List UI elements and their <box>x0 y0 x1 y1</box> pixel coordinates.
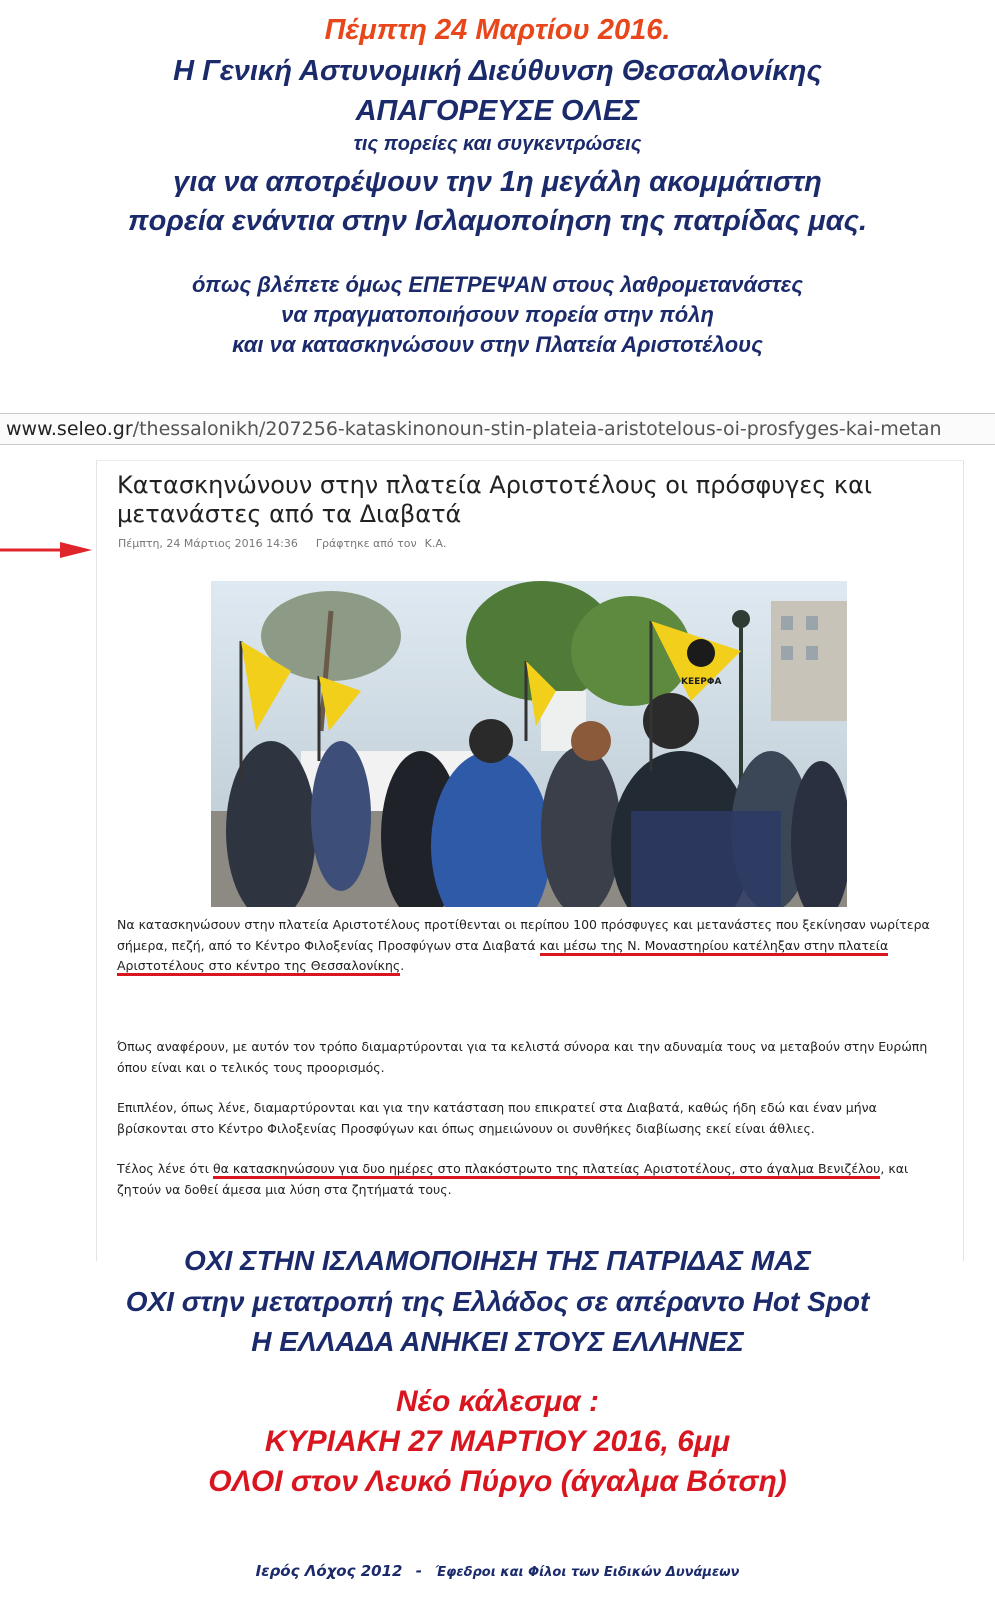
p1-underlined: και μέσω της Ν. Μοναστηρίου κατέληξαν στην πλατεία Αριστοτέλους στο κέντρο της Θεσσαλονίκης <box>117 938 888 977</box>
article-author-label: Γράφτηκε από τον <box>315 537 417 550</box>
browser-url-bar[interactable] <box>0 413 995 445</box>
article-paragraph-2: Όπως αναφέρουν, με αυτόν τον τρόπο διαμαρτύρονται για τα κελιστά σύνορα και την αδυναμία τους να μεταβούν στην Ευρώπη όπου είναι και ο τελικός τους προορισμός. <box>117 1039 928 1075</box>
slogan-3: Η ΕΛΛΑΔΑ ΑΝΗΚΕΙ ΣΤΟΥΣ ΕΛΛΗΝΕΣ <box>251 1326 744 1357</box>
call-heading: Νέο κάλεσμα : <box>395 1385 600 1418</box>
url-path: /thessalonikh/207256-kataskinonoun-stin-plateia-aristotelous-oi-prosfyges-kai-metan <box>132 418 942 440</box>
header-line-3: τις πορείες και συγκεντρώσεις <box>353 133 642 155</box>
call-location: ΟΛΟΙ στον Λευκό Πύργο (άγαλμα Βότση) <box>208 1465 787 1498</box>
flag-label: ΚΕΕΡΦΑ <box>681 677 722 687</box>
footer-separator: - <box>415 1562 422 1580</box>
p1-text-c: . <box>400 958 405 973</box>
article-paragraph-1 <box>117 915 937 977</box>
slogan-1: ΟΧΙ ΣΤΗΝ ΙΣΛΑΜΟΠΟΙΗΣΗ ΤΗΣ ΠΑΤΡΙΔΑΣ ΜΑΣ <box>184 1245 811 1276</box>
slogan-2: ΟΧΙ στην μετατροπή της Ελλάδος σε απέραντο Hot Spot <box>125 1286 870 1317</box>
p4-text-a: Τέλος λένε ότι <box>117 1161 213 1176</box>
article-card <box>96 460 964 1261</box>
article-title[interactable]: Κατασκηνώνουν στην πλατεία Αριστοτέλους οι πρόσφυγες και μετανάστες από τα Διαβατά <box>117 471 873 528</box>
footer-signature <box>0 1562 995 1580</box>
article-photo <box>211 581 847 907</box>
header-line-2: ΑΠΑΓΟΡΕΥΣΕ ΟΛΕΣ <box>355 95 640 127</box>
header-date: Πέμπτη 24 Μαρτίου 2016. <box>324 14 671 46</box>
article-paragraph-4 <box>117 1159 937 1200</box>
article-meta <box>118 537 464 550</box>
footer-org: Ιερός Λόχος 2012 <box>255 1562 403 1580</box>
header-line-1: Η Γενική Αστυνομική Διεύθυνση Θεσσαλονίκης <box>173 55 822 87</box>
article-author: Κ.Α. <box>424 537 447 550</box>
header-line-5: πορεία ενάντια στην Ισλαμοποίηση της πατρίδας μας. <box>127 205 868 237</box>
header-sub-3: και να κατασκηνώσουν στην Πλατεία Αριστοτέλους <box>232 332 763 357</box>
p1-text-a: Να κατασκηνώσουν στην πλατεία Αριστοτέλους προτίθενται οι περίπου 100 πρόσφυγες και μετανάστες που ξεκίνησαν νωρίτερα σήμερα, πεζή, από το Κέντρο Φιλοξενίας Προσφύγων στα Διαβατά <box>117 917 930 953</box>
header-sub-1: όπως βλέπετε όμως ΕΠΕΤΡΕΨΑΝ στους λαθρομετανάστες <box>192 272 803 297</box>
article-paragraph-3: Επιπλέον, όπως λένε, διαμαρτύρονται και για την κατάσταση που επικρατεί στα Διαβατά, καθώς ήδη εδώ και έναν μήνα βρίσκονται στο Κέντρο Φιλοξενίας Προσφύγων και όπως σημειώνουν οι συνθήκες διαβίωσης εκεί είναι άθλιες. <box>117 1100 877 1136</box>
call-date: ΚΥΡΙΑΚΗ 27 ΜΑΡΤΙΟΥ 2016, 6μμ <box>264 1425 731 1458</box>
article-date: Πέμπτη, 24 Μάρτιος 2016 14:36 <box>118 537 298 550</box>
p4-text-c: , και ζητούν να δοθεί άμεσα μια λύση στα ζητήματά τους. <box>117 1161 909 1197</box>
url-domain: www.seleo.gr <box>6 418 133 440</box>
footer-tagline: Έφεδροι και Φίλοι των Ειδικών Δυνάμεων <box>435 1565 740 1580</box>
p4-underlined: θα κατασκηνώσουν για δυο ημέρες στο πλακόστρωτο της πλατείας Αριστοτέλους, στο άγαλμα Βενιζέλου <box>213 1161 880 1179</box>
red-arrow-icon <box>0 540 95 560</box>
header-line-4: για να αποτρέψουν την 1η μεγάλη ακομμάτιστη <box>173 166 822 198</box>
header-sub-2: να πραγματοποιήσουν πορεία στην πόλη <box>281 302 714 327</box>
